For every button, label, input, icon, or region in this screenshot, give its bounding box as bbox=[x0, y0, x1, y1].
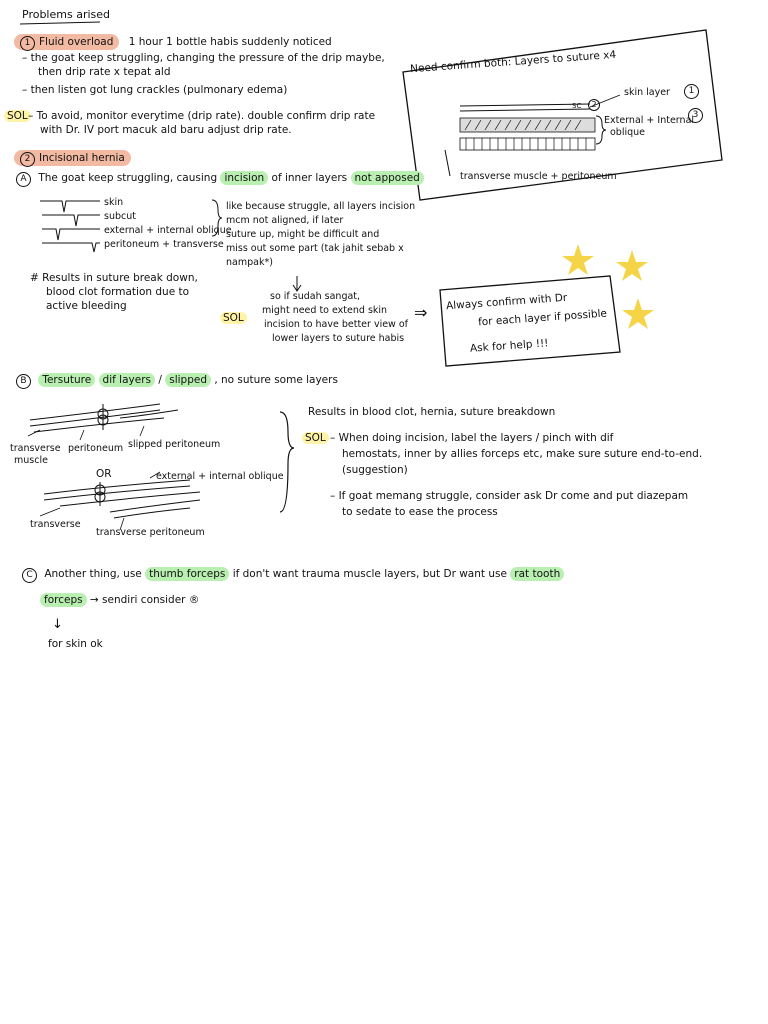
partB-sol-tag: SOL bbox=[302, 432, 329, 445]
partB-sol1-3: (suggestion) bbox=[342, 464, 408, 476]
section1-heading-note: 1 hour 1 bottle habis suddenly noticed bbox=[128, 36, 332, 48]
label-slipped-peritoneum: slipped peritoneum bbox=[128, 439, 221, 450]
label-ext-int-oblique: external + internal oblique bbox=[156, 471, 284, 482]
skin-layer-label: skin layer bbox=[624, 87, 670, 98]
section1-bullet1a: – the goat keep struggling, changing the pressure of the drip maybe, bbox=[22, 52, 385, 64]
partC-skin-ok: for skin ok bbox=[48, 638, 103, 650]
page-title: Problems arised bbox=[22, 8, 110, 21]
layers-box-title: Need confirm both: Layers to suture x4 bbox=[409, 48, 617, 76]
brace-note-1: like because struggle, all layers incision bbox=[226, 201, 416, 212]
section1-sol-tag: SOL bbox=[4, 110, 31, 123]
section2-number: 2 bbox=[20, 152, 35, 167]
section2-sol-tag: SOL bbox=[220, 312, 247, 325]
sol-text-3: incision to have better view of bbox=[264, 319, 408, 330]
oblique-num: 3 bbox=[688, 108, 707, 123]
brace-note-3: suture up, might be difficult and bbox=[226, 229, 380, 240]
partC-line-2: forceps → sendiri consider ® bbox=[40, 594, 199, 607]
sc-label: SC bbox=[572, 102, 582, 110]
section1-number: 1 bbox=[20, 36, 35, 51]
layer-peritoneum: peritoneum + transverse bbox=[104, 239, 224, 250]
section1-bullet1b: then drip rate x tepat ald bbox=[38, 66, 171, 78]
partB-line: B Tersuture dif layers / slipped , no suture some layers bbox=[16, 374, 338, 389]
advice-line-3: Ask for help !!! bbox=[469, 337, 549, 355]
layer-subcut: subcut bbox=[104, 211, 136, 222]
advice-line-1: Always confirm with Dr bbox=[445, 291, 568, 313]
transverse-label: transverse muscle + peritoneum bbox=[460, 171, 617, 182]
right-arrow-icon: ⇒ bbox=[414, 303, 428, 322]
label-muscle: muscle bbox=[14, 455, 48, 466]
label-peritoneum: peritoneum bbox=[68, 443, 124, 454]
down-arrow-icon: ↓ bbox=[52, 617, 63, 632]
partB-sol1-2: hemostats, inner by allies forceps etc, make sure suture end-to-end. bbox=[342, 448, 703, 460]
label-transverse-b: transverse bbox=[30, 519, 81, 530]
layer-skin: skin bbox=[104, 197, 124, 208]
advice-line-2: for each layer if possible bbox=[477, 307, 608, 329]
sol-text-4: lower layers to suture habis bbox=[272, 333, 405, 344]
partB-result: Results in blood clot, hernia, suture breakdown bbox=[308, 406, 556, 418]
label-transverse-peritoneum: transverse peritoneum bbox=[96, 527, 205, 538]
section1-heading: 1 Fluid overload 1 hour 1 bottle habis suddenly noticed bbox=[14, 36, 332, 51]
partB-sol2-1: – If goat memang struggle, consider ask Dr come and put diazepam bbox=[330, 490, 689, 502]
sol-text-1: so if sudah sangat, bbox=[270, 291, 361, 302]
label-transverse: transverse bbox=[10, 443, 61, 454]
partC-line-1: C Another thing, use thumb forceps if don't want trauma muscle layers, but Dr want use rat tooth bbox=[22, 568, 564, 583]
partA-line: A The goat keep struggling, causing incision of inner layers not apposed bbox=[16, 172, 424, 187]
or-label: OR bbox=[96, 468, 112, 480]
partB-sol1-1: – When doing incision, label the layers / pinch with dif bbox=[330, 432, 614, 444]
oblique-label-b: oblique bbox=[610, 127, 646, 138]
sc-num: 2 bbox=[588, 98, 604, 111]
results-1: # Results in suture break down, bbox=[30, 272, 198, 284]
results-3: active bleeding bbox=[46, 300, 127, 312]
section2-heading: 2 Incisional hernia bbox=[14, 152, 131, 167]
section1-bullet2: – then listen got lung crackles (pulmonary edema) bbox=[22, 84, 288, 96]
section1-sol1a: – To avoid, monitor everytime (drip rate). double confirm drip rate bbox=[28, 110, 376, 122]
sol-text-2: might need to extend skin bbox=[262, 305, 388, 316]
oblique-label-a: External + Internal bbox=[604, 115, 695, 126]
partB-sol2-2: to sedate to ease the process bbox=[342, 506, 498, 518]
layer-oblique: external + internal oblique bbox=[104, 225, 232, 236]
results-2: blood clot formation due to bbox=[46, 286, 190, 298]
brace-note-5: nampak*) bbox=[226, 257, 273, 268]
brace-note-2: mcm not aligned, if later bbox=[226, 215, 344, 226]
skin-layer-num: 1 bbox=[684, 84, 703, 99]
brace-note-4: miss out some part (tak jahit sebab x bbox=[226, 243, 404, 254]
section1-sol1b: with Dr. IV port macuk ald baru adjust drip rate. bbox=[40, 124, 292, 136]
